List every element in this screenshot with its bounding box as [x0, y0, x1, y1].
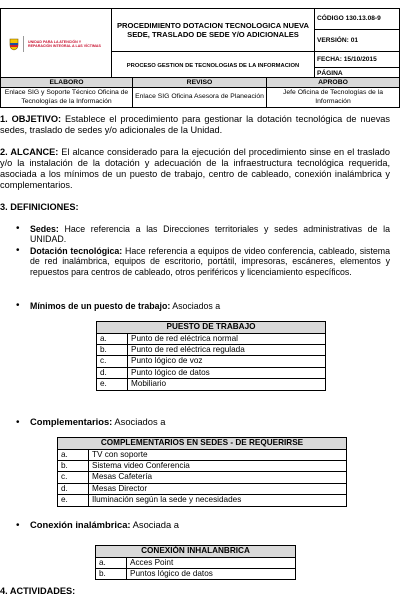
conexion-table — [95, 545, 296, 580]
puesto-trabajo-table — [96, 321, 326, 391]
complementarios-text: Asociados a — [112, 416, 166, 427]
sedes-text: Hace referencia a las Direcciones territoriales y sedes administrativas de la UNIDAD. — [30, 224, 390, 245]
row-value: Iluminación según la sede y necesidades — [89, 495, 347, 506]
table-row — [97, 379, 326, 390]
conexion-table-title: CONEXIÓN INHALANBRICA — [96, 546, 296, 558]
row-key: b. — [97, 344, 128, 355]
row-key: d. — [58, 483, 89, 494]
conexion-label: Conexión inalámbrica: — [30, 519, 131, 530]
row-key: a. — [97, 333, 128, 344]
objetivo-text: Establece el procedimiento para gestionar la dotación tecnológica de nuevas sedes, traslado de sedes y/o adicionales de la Unidad. — [0, 114, 390, 135]
table-row — [58, 495, 347, 506]
logo-text: UNIDAD PARA LA ATENCIÓN Y REPARACIÓN INTEGRAL A LAS VÍCTIMAS — [28, 39, 101, 48]
row-value: Mobiliario — [128, 379, 326, 390]
table-row — [97, 333, 326, 344]
row-key: a. — [58, 449, 89, 460]
bullet-icon: • — [16, 520, 20, 531]
table-row — [97, 367, 326, 378]
alcance-text: El alcance considerado para la ejecución del procedimiento sinse en el traslado y/o la instalación de la dotación y adecuación de la infraestructura tecnológica requerida, asociada a los mínimos de un puesto de trabajo, centro de cableado, conexión inalámbrica y complementarios. — [0, 147, 390, 190]
table-row — [96, 557, 296, 568]
actividades-heading: 4. ACTIVIDADES: — [0, 586, 76, 596]
bullet-icon: • — [16, 223, 20, 234]
table-row — [58, 483, 347, 494]
complementarios-label: Complementarios: — [30, 416, 113, 427]
elaboro-header: ELABORO — [1, 78, 133, 88]
conexion-text: Asociada a — [130, 519, 180, 530]
row-key: e. — [58, 495, 89, 506]
row-key: b. — [58, 460, 89, 471]
reviso-cell: Enlace SIG Oficina Asesora de Planeación — [133, 88, 267, 108]
bullet-icon: • — [16, 300, 20, 311]
row-value: Acces Point — [127, 557, 296, 568]
logo-cell — [1, 9, 112, 80]
table-row — [96, 568, 296, 579]
section-objetivo — [0, 114, 390, 136]
elaboro-cell: Enlace SIG y Soporte Técnico Oficina de Tecnologías de la Información — [1, 88, 133, 108]
row-key: e. — [97, 379, 128, 390]
puesto-table-title: PUESTO DE TRABAJO — [97, 322, 326, 334]
approval-table — [0, 77, 400, 108]
bullet-sedes — [30, 224, 390, 245]
bullet-dotacion — [30, 246, 390, 277]
row-value: Punto de red eléctrica normal — [128, 333, 326, 344]
reviso-header: REVISO — [133, 78, 267, 88]
row-key: c. — [58, 472, 89, 483]
row-value: Punto lógico de datos — [128, 367, 326, 378]
section-alcance — [0, 147, 390, 191]
minimos-label: Mínimos de un puesto de trabajo: — [30, 301, 171, 311]
bullet-icon: • — [16, 245, 20, 256]
bullet-minimos — [30, 301, 390, 311]
row-key: a. — [96, 557, 127, 568]
row-value: Puntos lógico de datos — [127, 568, 296, 579]
aprobo-header: APROBO — [267, 78, 400, 88]
row-value: Mesas Cafetería — [89, 472, 347, 483]
dotacion-text: Hace referencia a equipos de video conferencia, cableado, sistema de red inalámbrica, equipos de escritorio, portátil, impresoras, escáneres, elementos y repuestos para centros de cableado, otros periféricos y licenciamiento específicos. — [30, 246, 390, 277]
row-value: Sistema video Conferencia — [89, 460, 347, 471]
page-field: PÁGINA — [315, 68, 400, 80]
table-row — [58, 460, 347, 471]
table-row — [58, 472, 347, 483]
complementarios-table-title: COMPLEMENTARIOS EN SEDES - DE REQUERIRSE — [58, 438, 347, 450]
version-field: VERSIÓN: 01 — [315, 29, 400, 51]
coat-of-arms-icon — [9, 38, 19, 51]
bullet-icon: • — [16, 417, 20, 428]
table-row — [58, 449, 347, 460]
sedes-label: Sedes: — [30, 224, 59, 234]
complementarios-table — [57, 437, 347, 507]
table-row — [97, 356, 326, 367]
dotacion-label: Dotación tecnológica: — [30, 246, 123, 256]
table-row — [97, 344, 326, 355]
bullet-complementarios — [30, 417, 390, 427]
row-key: d. — [97, 367, 128, 378]
bullet-conexion — [30, 520, 390, 530]
alcance-heading: 2. ALCANCE: — [0, 147, 59, 157]
definiciones-heading: 3. DEFINICIONES: — [0, 202, 79, 212]
code-field: CÓDIGO 130.13.08-9 — [315, 9, 400, 30]
row-key: c. — [97, 356, 128, 367]
row-value: TV con soporte — [89, 449, 347, 460]
row-key: b. — [96, 568, 127, 579]
document-header — [0, 8, 400, 80]
row-value: Punto lógico de voz — [128, 356, 326, 367]
row-value: Mesas Director — [89, 483, 347, 494]
minimos-text: Asociados a — [170, 301, 221, 311]
date-field: FECHA: 15/10/2015 — [315, 52, 400, 68]
row-value: Punto de red eléctrica regulada — [128, 344, 326, 355]
objetivo-heading: 1. OBJETIVO: — [0, 114, 62, 124]
process-name: PROCESO GESTION DE TECNOLOGIAS DE LA INFORMACION — [112, 52, 315, 80]
document-title: PROCEDIMIENTO DOTACION TECNOLOGICA NUEVA SEDE, TRASLADO DE SEDE Y/O ADICIONALES — [112, 9, 315, 52]
aprobo-cell: Jefe Oficina de Tecnologías de la Información — [267, 88, 400, 108]
